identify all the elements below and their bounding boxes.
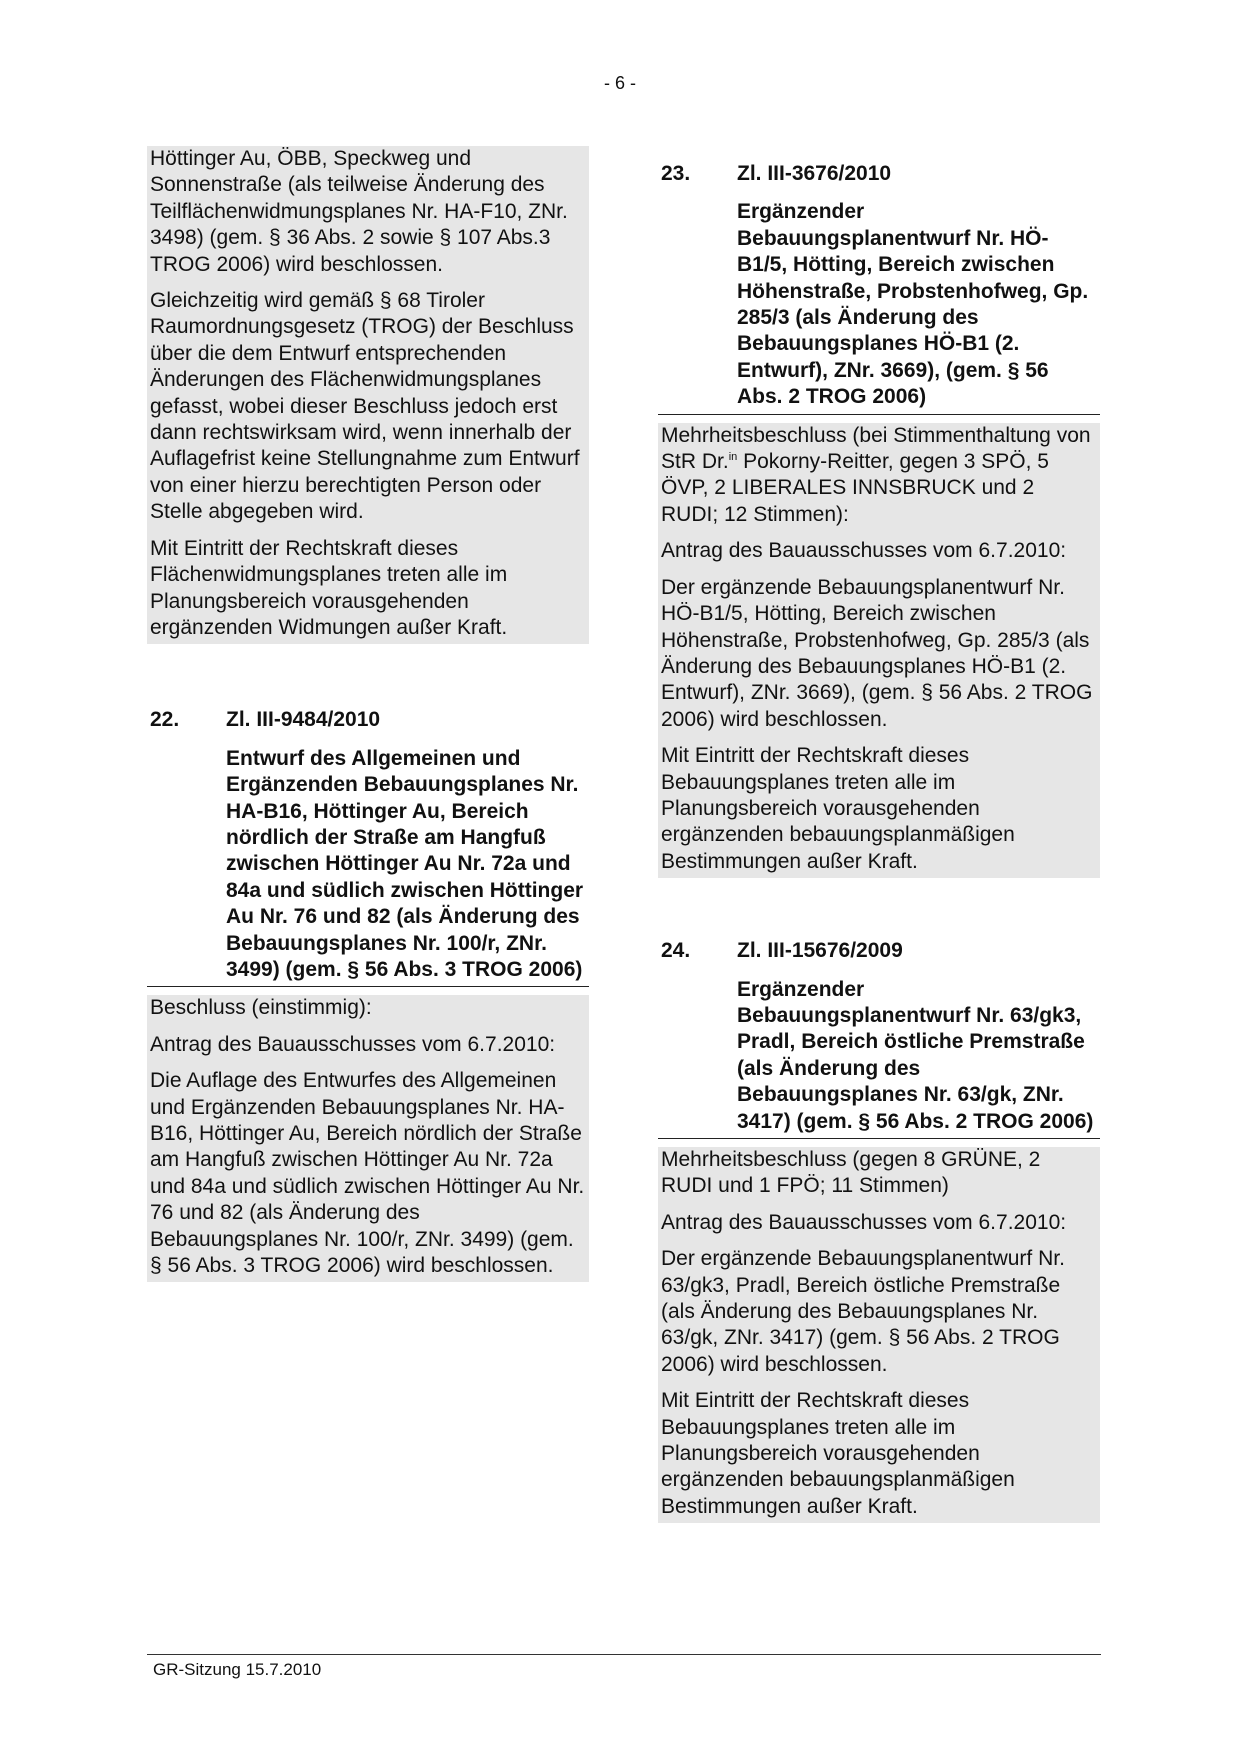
decision-block: [147, 995, 589, 1282]
item-header: [147, 707, 589, 733]
item-title: Ergänzender Bebauungsplanentwurf Nr. 63/gk3, Pradl, Bereich östliche Premstraße (als Änderung des Bebauungsplanes Nr. 63/gk, ZNr. 3417) (gem. § 56 Abs. 2 TROG 2006): [658, 977, 1100, 1139]
motion-text: Antrag des Bauausschusses vom 6.7.2010:: [661, 1210, 1067, 1234]
item-number: 23.: [661, 162, 691, 185]
motion-text: Antrag des Bauausschusses vom 6.7.2010:: [150, 1032, 556, 1056]
item-reference: Zl. III-3676/2010: [737, 162, 892, 185]
footer-session-date: GR-Sitzung 15.7.2010: [153, 1660, 322, 1679]
item-number: 24.: [661, 939, 691, 963]
decision-superscript: in: [728, 451, 738, 464]
item-number: 22.: [150, 708, 180, 732]
legal-effect-text: Mit Eintritt der Rechtskraft dieses Bebauungsplanes treten alle im Planungsbereich vorausgehenden ergänzenden bebauungsplanmäßigen Bestimmungen außer Kraft.: [661, 744, 1015, 873]
page-number: - 6 -: [603, 73, 636, 93]
decision-text-end: Pokorny-Reitter, gegen 3 SPÖ, 5 ÖVP, 2 LIBERALES INNSBRUCK und 2 RUDI; 12 Stimmen):: [661, 450, 1049, 526]
item-reference: Zl. III-9484/2010: [226, 708, 381, 732]
item-header: [658, 161, 1100, 187]
decision-text: [658, 423, 1100, 529]
resolution-text: Der ergänzende Bebauungsplanentwurf Nr. 63/gk3, Pradl, Bereich östliche Premstraße (als Änderung des Bebauungsplanes Nr. 63/gk, ZNr. 3417) (gem. § 56 Abs. 2 TROG 2006) wird beschlossen.: [661, 1247, 1065, 1376]
item-reference: Zl. III-15676/2009: [737, 939, 903, 963]
agenda-item-22: [147, 707, 589, 1282]
decision-text-start: Mehrheitsbeschluss (bei Stimmenthaltung von StR Dr.: [661, 423, 1091, 474]
continuation-paragraph: Mit Eintritt der Rechtskraft dieses Flächenwidmungsplanes treten alle im Planungsbereich vorausgehenden ergänzenden Widmungen außer Kraft.: [150, 536, 508, 639]
continuation-block: [147, 146, 589, 644]
decision-block: [658, 1147, 1100, 1523]
left-column: [147, 146, 589, 1282]
footer-divider: [147, 1654, 1101, 1655]
resolution-text: Die Auflage des Entwurfes des Allgemeinen und Ergänzenden Bebauungsplanes Nr. HA-B16, Höttinger Au, Bereich nördlich der Straße am Hangfuß zwischen Höttinger Au Nr. 72a und 84a und südlich zwischen Höttinger Au Nr. 76 und 82 (als Änderung des Bebauungsplanes Nr. 100/r, ZNr. 3499) (gem. § 56 Abs. 3 TROG 2006) wird beschlossen.: [150, 1069, 585, 1278]
decision-block: [658, 423, 1100, 879]
resolution-text: Der ergänzende Bebauungsplanentwurf Nr. HÖ-B1/5, Hötting, Bereich zwischen Höhenstraße, Probstenhofweg, Gp. 285/3 (als Änderung des Bebauungsplanes HÖ-B1 (2. Entwurf), ZNr. 3669), (gem. § 56 Abs. 2 TROG 2006) wird beschlossen.: [661, 575, 1093, 731]
continuation-paragraph: Gleichzeitig wird gemäß § 68 Tiroler Raumordnungsgesetz (TROG) der Beschluss über die dem Entwurf entsprechenden Änderungen des Flächenwidmungsplanes gefasst, wobei dieser Beschluss jedoch erst dann rechtswirksam wird, wenn innerhalb der Auflagefrist keine Stellungnahme zum Entwurf von einer hierzu berechtigten Person oder Stelle abgegeben wird.: [150, 289, 580, 524]
item-title: Ergänzender Bebauungsplanentwurf Nr. HÖ-B1/5, Hötting, Bereich zwischen Höhenstraße, Probstenhofweg, Gp. 285/3 (als Änderung des Bebauungsplanes HÖ-B1 (2. Entwurf), ZNr. 3669), (gem. § 56 Abs. 2 TROG 2006): [658, 199, 1100, 414]
item-header: [658, 938, 1100, 964]
motion-text: Antrag des Bauausschusses vom 6.7.2010:: [661, 539, 1067, 563]
right-column: [658, 161, 1100, 1523]
item-title: Entwurf des Allgemeinen und Ergänzenden Bebauungsplanes Nr. HA-B16, Höttinger Au, Bereich nördlich der Straße am Hangfuß zwischen Höttinger Au Nr. 72a und 84a und südlich zwischen Höttinger Au Nr. 76 und 82 (als Änderung des Bebauungsplanes Nr. 100/r, ZNr. 3499) (gem. § 56 Abs. 3 TROG 2006): [147, 746, 589, 988]
continuation-paragraph: Höttinger Au, ÖBB, Speckweg und Sonnenstraße (als teilweise Änderung des Teilflächenwidmungsplanes Nr. HA-F10, ZNr. 3498) (gem. § 36 Abs. 2 sowie § 107 Abs.3 TROG 2006) wird beschlossen.: [150, 147, 568, 276]
legal-effect-text: Mit Eintritt der Rechtskraft dieses Bebauungsplanes treten alle im Planungsbereich vorausgehenden ergänzenden bebauungsplanmäßigen Bestimmungen außer Kraft.: [661, 1389, 1015, 1518]
agenda-item-23: [658, 161, 1100, 878]
decision-text: Beschluss (einstimmig):: [150, 996, 372, 1020]
agenda-item-24: [658, 938, 1100, 1523]
decision-text: Mehrheitsbeschluss (gegen 8 GRÜNE, 2 RUDI und 1 FPÖ; 11 Stimmen): [661, 1148, 1041, 1198]
